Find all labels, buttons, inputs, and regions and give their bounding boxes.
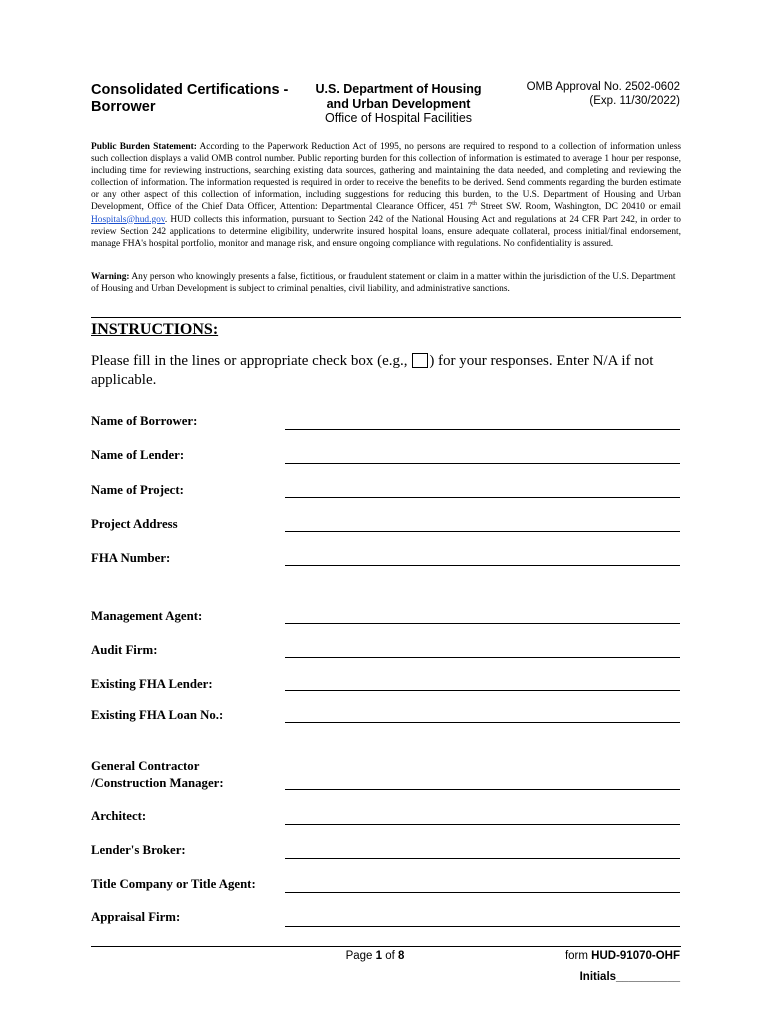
- input-architect-line[interactable]: [285, 824, 680, 825]
- instructions-text-before: Please fill in the lines or appropriate check box (e.g.,: [91, 353, 412, 369]
- initials-field[interactable]: Initials__________: [579, 971, 680, 983]
- label-existing-fha-lender: Existing FHA Lender:: [91, 677, 213, 691]
- label-appraisal-firm: Appraisal Firm:: [91, 910, 181, 924]
- burden-superscript: th: [472, 201, 477, 208]
- burden-text-1: According to the Paperwork Reduction Act of 1995, no persons are required to respond to a collection of information unless such collection displays a valid OMB control number. Public reporting burden for this collection of information is estimated to average 1 hour per response, including time for reviewing instructions, searching existing data sources, gathering and maintaining the data needed, and completing and reviewing the collection of information. The information requested is required in order to receive the benefits to be derived. Send comments regarding the burden estimate or any other aspect of this collection of information, including suggestions for reducing this burden, to the U.S. Department of Housing and Urban Development, Office of the Chief Data Officer, Attention: Departmental Clearance Officer, 451 7: [91, 142, 681, 213]
- department-line-1: U.S. Department of Housing: [315, 82, 482, 96]
- instructions-text-after: ) for your responses. Enter N/A if not applicable.: [91, 353, 654, 388]
- label-borrower: Name of Borrower:: [91, 414, 198, 428]
- input-lender-line[interactable]: [285, 463, 680, 464]
- page-number: [320, 950, 430, 962]
- form-prefix: form: [564, 950, 592, 962]
- input-title-company-line[interactable]: [285, 892, 680, 893]
- omb-approval-number: OMB Approval No. 2502-0602: [526, 81, 680, 93]
- example-checkbox-icon: [412, 353, 428, 368]
- label-management-agent: Management Agent:: [91, 609, 203, 623]
- label-project-address: Project Address: [91, 517, 178, 531]
- label-project: Name of Project:: [91, 483, 184, 497]
- input-project-line[interactable]: [285, 497, 680, 498]
- form-identifier: [500, 950, 680, 962]
- divider-top: [91, 317, 681, 318]
- instructions-text: [91, 352, 681, 390]
- label-architect: Architect:: [91, 809, 147, 823]
- warning-statement: [91, 271, 681, 296]
- label-audit-firm: Audit Firm:: [91, 643, 158, 657]
- input-audit-firm-line[interactable]: [285, 657, 680, 658]
- label-title-company: Title Company or Title Agent:: [91, 877, 256, 891]
- input-project-address-line[interactable]: [285, 531, 680, 532]
- warning-label: Warning:: [91, 272, 130, 282]
- instructions-heading: INSTRUCTIONS:: [91, 321, 219, 338]
- office-name: Office of Hospital Facilities: [324, 111, 473, 125]
- divider-bottom: [91, 946, 681, 947]
- email-link[interactable]: Hospitals@hud.gov: [91, 214, 165, 225]
- input-borrower-line[interactable]: [285, 429, 680, 430]
- omb-expiration: (Exp. 11/30/2022): [589, 94, 680, 107]
- label-general-contractor: [91, 758, 281, 792]
- label-existing-fha-loan: Existing FHA Loan No.:: [91, 708, 224, 722]
- page-word: Page: [345, 950, 376, 962]
- label-general-contractor-line-1: General Contractor: [91, 759, 200, 773]
- form-title: Consolidated Certifications - Borrower: [91, 82, 289, 115]
- page-of: of: [382, 950, 399, 962]
- input-fha-number-line[interactable]: [285, 565, 680, 566]
- burden-label: Public Burden Statement:: [91, 142, 197, 152]
- burden-text-2: Street SW. Room, Washington, DC 20410 or email: [476, 202, 681, 213]
- department-block: [306, 82, 491, 126]
- input-general-contractor-line[interactable]: [285, 789, 680, 790]
- public-burden-statement: [91, 141, 681, 250]
- burden-text-3: . HUD collects this information, pursuant to Section 242 of the National Housing Act and regulations at 24 CFR Part 242, in order to review Section 242 applications to determine eligibility, underwrite insured hospital loans, ensure adequate collateral, process initial/final endorsement, manage FHA's hospital portfolio, monitor and manage risk, and ensure ongoing compliance with regulations. No confidentiality is assured.: [91, 214, 681, 249]
- form-id: HUD-91070-OHF: [591, 950, 680, 962]
- input-existing-fha-lender-line[interactable]: [285, 690, 680, 691]
- label-lenders-broker: Lender's Broker:: [91, 843, 186, 857]
- page-total: 8: [398, 950, 405, 962]
- input-appraisal-firm-line[interactable]: [285, 926, 680, 927]
- label-general-contractor-line-2: /Construction Manager:: [91, 776, 224, 790]
- omb-block: [496, 81, 680, 108]
- input-management-agent-line[interactable]: [285, 623, 680, 624]
- page-current: 1: [375, 950, 383, 962]
- label-lender: Name of Lender:: [91, 448, 185, 462]
- department-line-2: and Urban Development: [326, 96, 471, 111]
- warning-text: Any person who knowingly presents a false, fictitious, or fraudulent statement or claim in a matter within the jurisdiction of the U.S. Department of Housing and Urban Development is subject to criminal penalties, civil liability, and administrative sanctions.: [91, 272, 676, 295]
- input-lenders-broker-line[interactable]: [285, 858, 680, 859]
- input-existing-fha-loan-line[interactable]: [285, 722, 680, 723]
- label-fha-number: FHA Number:: [91, 551, 171, 565]
